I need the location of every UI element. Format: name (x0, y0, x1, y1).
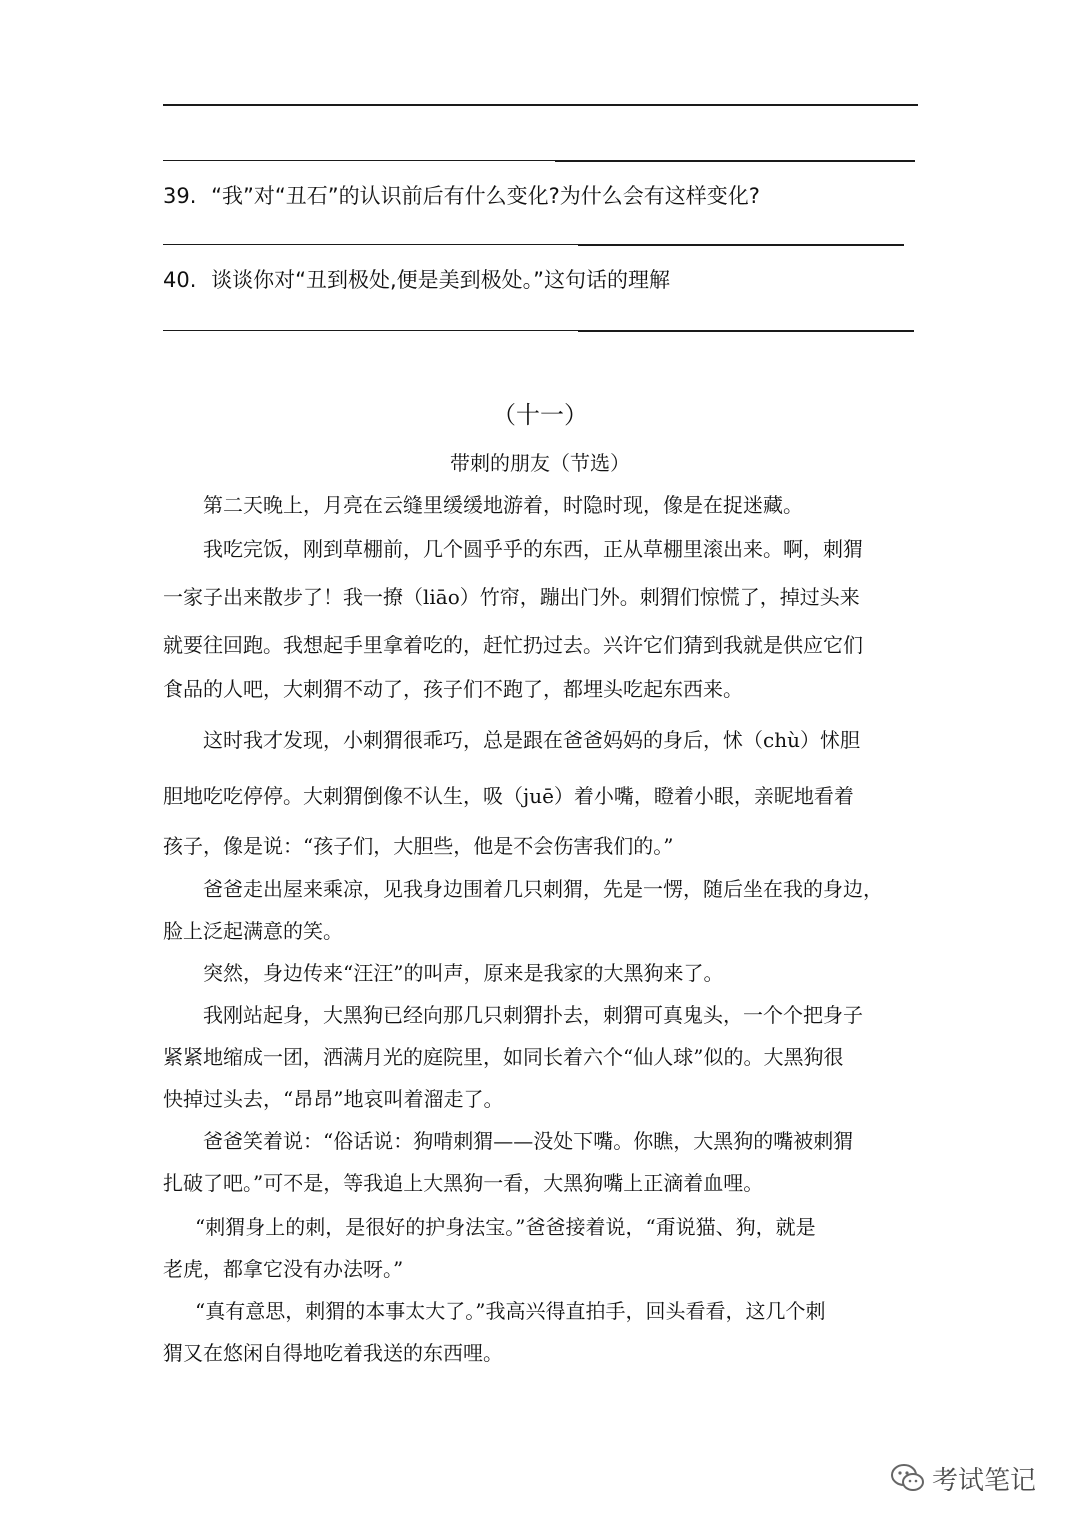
wechat-icon (890, 1463, 926, 1493)
question-text: “我”对“丑石”的认识前后有什么变化?为什么会有这样变化? (211, 184, 760, 208)
passage-line: 我刚站起身，大黑狗已经向那几只刺猬扑去，刺猬可真鬼头，一个个把身子 (203, 1003, 863, 1027)
passage-line: “真有意思，刺猬的本事太大了。”我高兴得直拍手，回头看看，这几个刺 (195, 1299, 826, 1323)
passage-line: 胆地吃吃停停。大刺猬倒像不认生，吸（juē）着小嘴，瞪着小眼，亲昵地看着 (163, 784, 854, 808)
answer-line[interactable] (578, 330, 914, 332)
passage-line: 快掉过头去，“昂昂”地哀叫着溜走了。 (163, 1087, 504, 1111)
passage-line: 扎破了吧。”可不是，等我追上大黑狗一看，大黑狗嘴上正滴着血哩。 (163, 1171, 764, 1195)
passage-line: 一家子出来散步了！我一撩（liāo）竹帘，蹦出门外。刺猬们惊慌了，掉过头来 (163, 585, 860, 609)
passage-line: 紧紧地缩成一团，洒满月光的庭院里，如同长着六个“仙人球”似的。大黑狗很 (163, 1045, 844, 1069)
passage-line: 脸上泛起满意的笑。 (163, 919, 343, 943)
passage-line: “刺猬身上的刺，是很好的护身法宝。”爸爸接着说，“甭说猫、狗，就是 (195, 1215, 816, 1239)
answer-line[interactable] (163, 160, 555, 161)
passage-line: 我吃完饭，刚到草棚前，几个圆乎乎的东西，正从草棚里滚出来。啊，刺猬 (203, 537, 863, 561)
answer-line[interactable] (163, 244, 578, 245)
passage-line: 就要往回跑。我想起手里拿着吃的，赶忙扔过去。兴许它们猜到我就是供应它们 (163, 633, 863, 657)
answer-line[interactable] (163, 104, 918, 106)
section-number: （十一） (492, 401, 588, 429)
passage-line: 突然，身边传来“汪汪”的叫声，原来是我家的大黑狗来了。 (203, 961, 724, 985)
watermark (890, 1458, 1036, 1498)
question-text: 谈谈你对“丑到极处,便是美到极处。”这句话的理解 (211, 268, 671, 292)
passage-line: 这时我才发现，小刺猬很乖巧，总是跟在爸爸妈妈的身后，怵（chù）怵胆 (203, 728, 860, 752)
passage-line: 猬又在悠闲自得地吃着我送的东西哩。 (163, 1341, 503, 1365)
question-39 (163, 182, 760, 210)
passage-line: 爸爸走出屋来乘凉，见我身边围着几只刺猬，先是一愣，随后坐在我的身边， (203, 877, 883, 901)
passage-line: 食品的人吧，大刺猬不动了，孩子们不跑了，都埋头吃起东西来。 (163, 677, 743, 701)
passage-title: 带刺的朋友（节选） (450, 451, 630, 475)
watermark-text: 考试笔记 (932, 1465, 1037, 1496)
answer-line[interactable] (555, 160, 915, 162)
passage-line: 第二天晚上，月亮在云缝里缓缓地游着，时隐时现，像是在捉迷藏。 (203, 493, 803, 517)
answer-line[interactable] (578, 244, 904, 246)
passage-line: 孩子，像是说：“孩子们，大胆些，他是不会伤害我们的。” (163, 834, 674, 858)
question-number: 39. (163, 184, 197, 208)
passage-line: 老虎，都拿它没有办法呀。” (163, 1257, 404, 1281)
answer-line[interactable] (163, 330, 578, 331)
passage-line: 爸爸笑着说：“俗话说：狗啃刺猬——没处下嘴。你瞧，大黑狗的嘴被刺猬 (203, 1129, 854, 1153)
question-number: 40. (163, 268, 197, 292)
question-40 (163, 266, 670, 294)
